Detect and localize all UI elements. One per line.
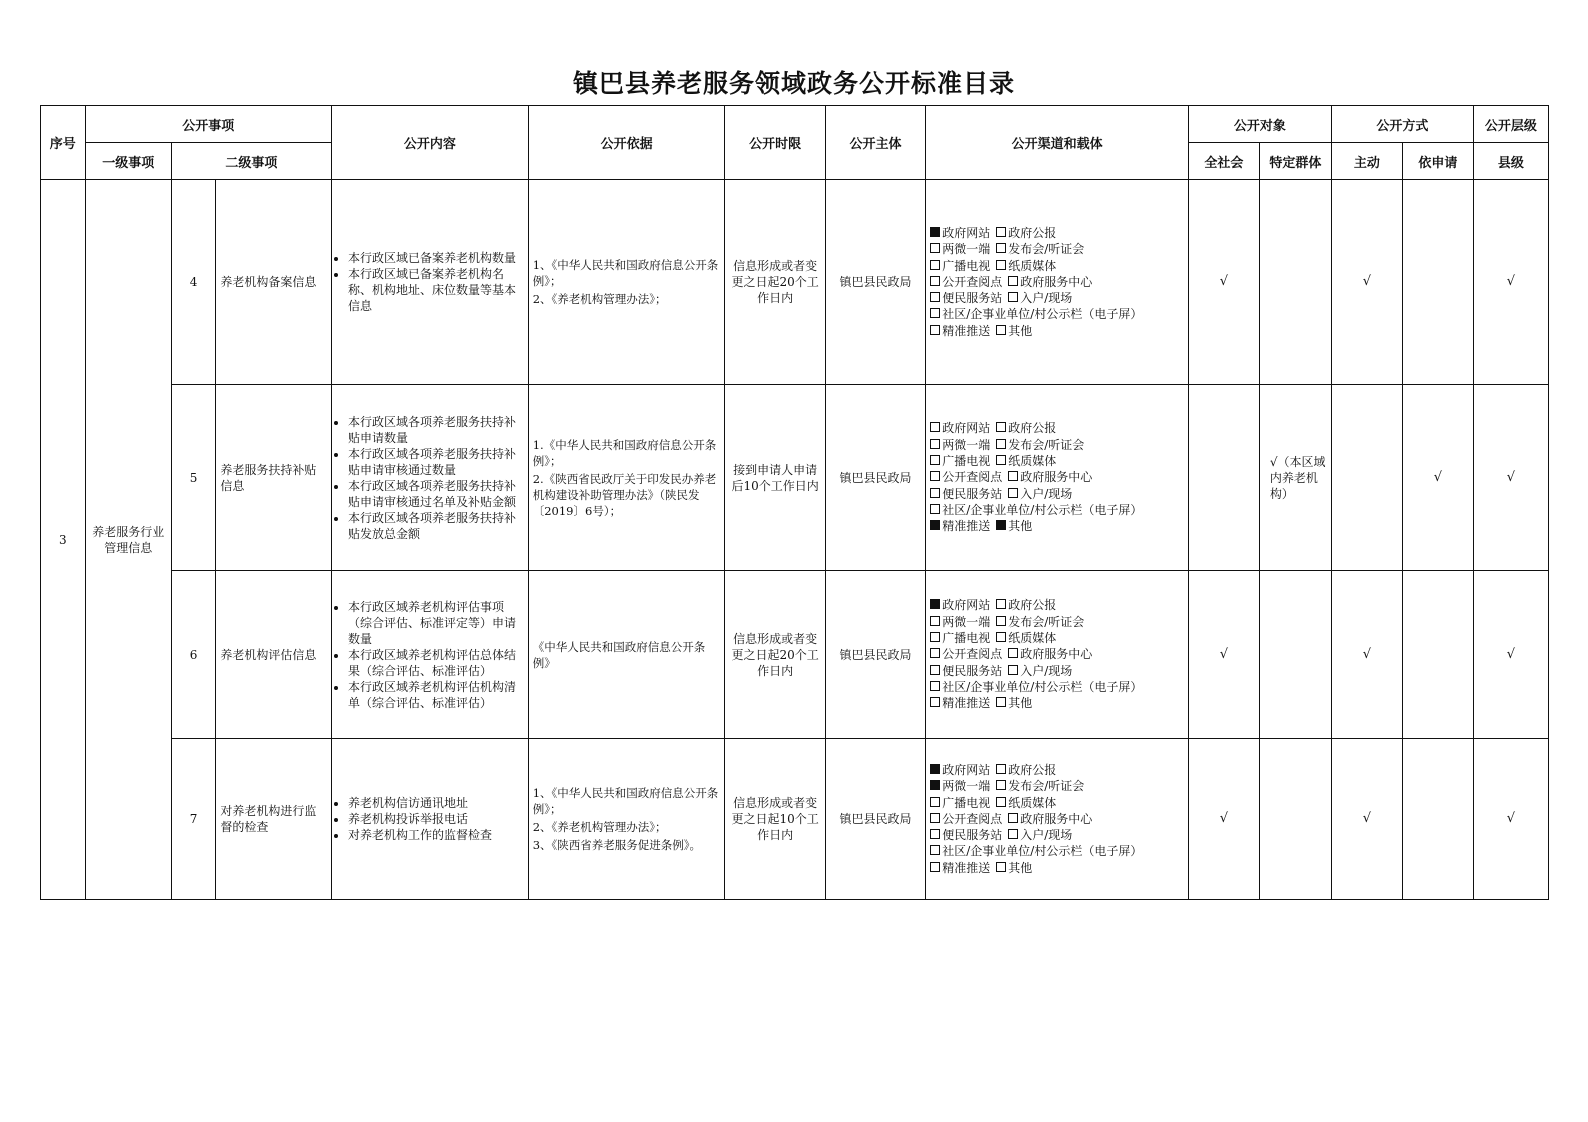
row-num: 4 <box>171 180 216 385</box>
unchecked-box-icon <box>996 260 1006 270</box>
unchecked-box-icon <box>930 504 940 514</box>
row-content <box>332 739 529 900</box>
unchecked-box-icon <box>930 292 940 302</box>
row-county: √ <box>1473 180 1548 385</box>
channel-label-convenience: 便民服务站 <box>942 291 1003 306</box>
basis-line: 2、《养老机构管理办法》； <box>532 292 667 306</box>
channel-label-service-center: 政府服务中心 <box>1020 811 1093 826</box>
row-channels <box>926 385 1189 571</box>
channel-line <box>930 695 1184 711</box>
unchecked-box-icon <box>996 227 1006 237</box>
channel-label-two-micro: 两微一端 <box>942 614 991 629</box>
unchecked-box-icon <box>930 829 940 839</box>
row-subject: 镇巴县民政局 <box>825 385 925 571</box>
unchecked-box-icon <box>1008 292 1018 302</box>
row-basis <box>528 385 725 571</box>
channel-line <box>930 290 1184 306</box>
channel-line <box>930 225 1184 241</box>
row-active: √ <box>1331 180 1402 385</box>
unchecked-box-icon <box>996 697 1006 707</box>
channel-line <box>930 258 1184 274</box>
channel-label-convenience: 便民服务站 <box>942 828 1003 843</box>
unchecked-box-icon <box>996 616 1006 626</box>
unchecked-box-icon <box>996 325 1006 335</box>
channel-label-two-micro: 两微一端 <box>942 779 991 794</box>
row-subject: 镇巴县民政局 <box>825 180 925 385</box>
row-society: √ <box>1188 739 1259 900</box>
unchecked-box-icon <box>930 471 940 481</box>
row-county: √ <box>1473 571 1548 739</box>
row-specific: √（本区域内养老机构） <box>1259 385 1331 571</box>
unchecked-box-icon <box>930 439 940 449</box>
row-time-limit: 信息形成或者变更之日起20个工作日内 <box>725 571 825 739</box>
row-content <box>332 180 529 385</box>
unchecked-box-icon <box>1008 665 1018 675</box>
content-bullet: • 本行政区域各项养老服务扶持补贴发放总金额 <box>348 510 524 542</box>
channel-label-push: 精准推送 <box>942 323 991 338</box>
channel-label-paper: 纸质媒体 <box>1008 258 1057 273</box>
channel-line <box>930 274 1184 290</box>
channel-label-gov-bulletin: 政府公报 <box>1008 762 1057 777</box>
header-matter: 公开事项 <box>85 106 331 143</box>
channel-label-community: 社区/企事业单位/村公示栏（电子屏） <box>942 679 1143 694</box>
checked-box-icon <box>996 520 1006 530</box>
checked-box-icon <box>930 599 940 609</box>
content-bullet: • 本行政区域养老机构评估事项（综合评估、标准评定等）申请数量 <box>348 599 524 647</box>
unchecked-box-icon <box>996 797 1006 807</box>
row-item: 养老机构备案信息 <box>216 180 332 385</box>
channel-label-other: 其他 <box>1008 696 1033 711</box>
row-time-limit: 信息形成或者变更之日起10个工作日内 <box>725 739 825 900</box>
channel-label-community: 社区/企事业单位/村公示栏（电子屏） <box>942 502 1143 517</box>
unchecked-box-icon <box>930 845 940 855</box>
unchecked-box-icon <box>1008 488 1018 498</box>
channel-label-radio-tv: 广播电视 <box>942 454 991 469</box>
channel-line <box>930 827 1184 843</box>
row-time-limit: 信息形成或者变更之日起20个工作日内 <box>725 180 825 385</box>
checked-box-icon <box>930 780 940 790</box>
unchecked-box-icon <box>930 325 940 335</box>
channel-line <box>930 778 1184 794</box>
channel-label-press: 发布会/听证会 <box>1008 614 1085 629</box>
unchecked-box-icon <box>996 243 1006 253</box>
row-content <box>332 571 529 739</box>
channel-line <box>930 614 1184 630</box>
content-bullet: • 对养老机构工作的监督检查 <box>348 827 524 843</box>
row-time-limit: 接到申请人申请后10个工作日内 <box>725 385 825 571</box>
basis-line: 1.《中华人民共和国政府信息公开条例》； <box>532 437 717 468</box>
channel-line <box>930 486 1184 502</box>
unchecked-box-icon <box>1008 829 1018 839</box>
header-level1: 一级事项 <box>85 143 171 180</box>
unchecked-box-icon <box>996 764 1006 774</box>
row-county: √ <box>1473 385 1548 571</box>
channel-line <box>930 502 1184 518</box>
unchecked-box-icon <box>930 862 940 872</box>
content-bullet: • 本行政区域养老机构评估总体结果（综合评估、标准评估） <box>348 647 524 679</box>
unchecked-box-icon <box>930 260 940 270</box>
channel-line <box>930 630 1184 646</box>
page-title: 镇巴县养老服务领域政务公开标准目录 <box>572 69 1015 98</box>
unchecked-box-icon <box>930 632 940 642</box>
channel-label-paper: 纸质媒体 <box>1008 631 1057 646</box>
channel-line <box>930 420 1184 436</box>
unchecked-box-icon <box>930 488 940 498</box>
header-target: 公开对象 <box>1188 106 1331 143</box>
group-seq: 3 <box>41 180 86 900</box>
catalog-table <box>40 105 1549 900</box>
row-basis <box>528 180 725 385</box>
channel-label-gov-bulletin: 政府公报 <box>1008 421 1057 436</box>
channel-label-service-center: 政府服务中心 <box>1020 274 1093 289</box>
channel-line <box>930 795 1184 811</box>
channel-label-gov-bulletin: 政府公报 <box>1008 225 1057 240</box>
row-item: 对养老机构进行监督的检查 <box>216 739 332 900</box>
unchecked-box-icon <box>930 697 940 707</box>
unchecked-box-icon <box>930 616 940 626</box>
channel-line <box>930 469 1184 485</box>
content-bullet: • 本行政区域养老机构评估机构清单（综合评估、标准评估） <box>348 679 524 711</box>
header-basis: 公开依据 <box>528 106 725 180</box>
row-num: 6 <box>171 571 216 739</box>
unchecked-box-icon <box>930 681 940 691</box>
channel-label-press: 发布会/听证会 <box>1008 779 1085 794</box>
channel-label-gov-site: 政府网站 <box>942 598 991 613</box>
content-bullet: • 本行政区域各项养老服务扶持补贴申请数量 <box>348 414 524 446</box>
basis-line: 2、《养老机构管理办法》； <box>532 820 667 834</box>
channel-line <box>930 453 1184 469</box>
row-society: √ <box>1188 180 1259 385</box>
channel-label-community: 社区/企事业单位/村公示栏（电子屏） <box>942 844 1143 859</box>
channel-label-gov-site: 政府网站 <box>942 762 991 777</box>
channel-label-push: 精准推送 <box>942 696 991 711</box>
channel-line <box>930 663 1184 679</box>
unchecked-box-icon <box>930 797 940 807</box>
channel-label-other: 其他 <box>1008 519 1033 534</box>
content-bullet: • 本行政区域各项养老服务扶持补贴申请审核通过名单及补贴金额 <box>348 478 524 510</box>
header-time-limit: 公开时限 <box>725 106 825 180</box>
basis-line: 3、《陕西省养老服务促进条例》。 <box>532 838 702 852</box>
row-item: 养老服务扶持补贴信息 <box>216 385 332 571</box>
header-content: 公开内容 <box>332 106 529 180</box>
channel-label-radio-tv: 广播电视 <box>942 795 991 810</box>
header-active: 主动 <box>1331 143 1402 180</box>
unchecked-box-icon <box>1008 813 1018 823</box>
channel-label-other: 其他 <box>1008 860 1033 875</box>
channel-label-reading: 公开查阅点 <box>942 470 1003 485</box>
content-bullet: • 本行政区域各项养老服务扶持补贴申请审核通过数量 <box>348 446 524 478</box>
channel-label-paper: 纸质媒体 <box>1008 795 1057 810</box>
channel-line <box>930 762 1184 778</box>
row-channels <box>926 180 1189 385</box>
channel-line <box>930 811 1184 827</box>
table-body <box>41 180 1549 900</box>
row-active: √ <box>1331 739 1402 900</box>
row-basis <box>528 571 725 739</box>
unchecked-box-icon <box>930 276 940 286</box>
checked-box-icon <box>930 764 940 774</box>
channel-label-household: 入户/现场 <box>1020 663 1073 678</box>
header-specific: 特定群体 <box>1259 143 1331 180</box>
row-basis <box>528 739 725 900</box>
row-content <box>332 385 529 571</box>
table-row <box>41 385 1549 571</box>
table-row <box>41 739 1549 900</box>
channel-line <box>930 646 1184 662</box>
channel-label-radio-tv: 广播电视 <box>942 258 991 273</box>
row-specific <box>1259 180 1331 385</box>
unchecked-box-icon <box>996 599 1006 609</box>
row-channels <box>926 739 1189 900</box>
row-active <box>1331 385 1402 571</box>
channel-line <box>930 679 1184 695</box>
row-society <box>1188 385 1259 571</box>
channel-line <box>930 518 1184 534</box>
unchecked-box-icon <box>996 780 1006 790</box>
channel-line <box>930 860 1184 876</box>
header-society: 全社会 <box>1188 143 1259 180</box>
unchecked-box-icon <box>996 632 1006 642</box>
channel-line <box>930 843 1184 859</box>
content-bullet: • 养老机构信访通讯地址 <box>348 795 524 811</box>
channel-line <box>930 241 1184 257</box>
header-county: 县级 <box>1473 143 1548 180</box>
table-row <box>41 571 1549 739</box>
channel-label-convenience: 便民服务站 <box>942 663 1003 678</box>
channel-label-two-micro: 两微一端 <box>942 437 991 452</box>
content-bullet: • 本行政区域已备案养老机构数量 <box>348 250 524 266</box>
channel-line <box>930 597 1184 613</box>
row-active: √ <box>1331 571 1402 739</box>
checked-box-icon <box>930 520 940 530</box>
unchecked-box-icon <box>930 455 940 465</box>
basis-line: 《中华人民共和国政府信息公开条例》 <box>532 639 706 670</box>
row-subject: 镇巴县民政局 <box>825 739 925 900</box>
header-subject: 公开主体 <box>825 106 925 180</box>
table-row <box>41 180 1549 385</box>
unchecked-box-icon <box>996 455 1006 465</box>
channel-label-reading: 公开查阅点 <box>942 811 1003 826</box>
row-apply <box>1402 739 1473 900</box>
unchecked-box-icon <box>1008 648 1018 658</box>
channel-label-gov-bulletin: 政府公报 <box>1008 598 1057 613</box>
row-num: 5 <box>171 385 216 571</box>
channel-label-gov-site: 政府网站 <box>942 421 991 436</box>
row-society: √ <box>1188 571 1259 739</box>
header-channel: 公开渠道和载体 <box>926 106 1189 180</box>
unchecked-box-icon <box>930 422 940 432</box>
unchecked-box-icon <box>996 439 1006 449</box>
header-level2: 二级事项 <box>171 143 331 180</box>
row-specific <box>1259 739 1331 900</box>
channel-line <box>930 306 1184 322</box>
content-bullet: • 本行政区域已备案养老机构名称、机构地址、床位数量等基本信息 <box>348 266 524 314</box>
channel-label-two-micro: 两微一端 <box>942 242 991 257</box>
basis-line: 1、《中华人民共和国政府信息公开条例》； <box>532 786 719 816</box>
unchecked-box-icon <box>930 648 940 658</box>
header-level: 公开层级 <box>1473 106 1548 143</box>
channel-label-convenience: 便民服务站 <box>942 486 1003 501</box>
channel-label-push: 精准推送 <box>942 860 991 875</box>
group-level1: 养老服务行业管理信息 <box>85 180 171 900</box>
row-subject: 镇巴县民政局 <box>825 571 925 739</box>
row-num: 7 <box>171 739 216 900</box>
unchecked-box-icon <box>930 665 940 675</box>
row-apply <box>1402 180 1473 385</box>
unchecked-box-icon <box>996 422 1006 432</box>
unchecked-box-icon <box>930 813 940 823</box>
unchecked-box-icon <box>996 862 1006 872</box>
channel-label-reading: 公开查阅点 <box>942 274 1003 289</box>
channel-line <box>930 437 1184 453</box>
header-apply: 依申请 <box>1402 143 1473 180</box>
row-specific <box>1259 571 1331 739</box>
header-seq: 序号 <box>41 106 86 180</box>
channel-label-household: 入户/现场 <box>1020 486 1073 501</box>
row-county: √ <box>1473 739 1548 900</box>
channel-line <box>930 323 1184 339</box>
channel-label-reading: 公开查阅点 <box>942 647 1003 662</box>
checked-box-icon <box>930 227 940 237</box>
channel-label-radio-tv: 广播电视 <box>942 631 991 646</box>
content-bullet: • 养老机构投诉举报电话 <box>348 811 524 827</box>
channel-label-household: 入户/现场 <box>1020 291 1073 306</box>
unchecked-box-icon <box>1008 276 1018 286</box>
row-apply <box>1402 571 1473 739</box>
basis-line: 2.《陕西省民政厅关于印发民办养老机构建设补助管理办法》（陕民发〔2019〕6号）； <box>532 471 717 518</box>
unchecked-box-icon <box>930 308 940 318</box>
channel-label-press: 发布会/听证会 <box>1008 437 1085 452</box>
unchecked-box-icon <box>1008 471 1018 481</box>
channel-label-gov-site: 政府网站 <box>942 225 991 240</box>
basis-line: 1、《中华人民共和国政府信息公开条例》； <box>532 258 719 288</box>
row-apply: √ <box>1402 385 1473 571</box>
header-method: 公开方式 <box>1331 106 1473 143</box>
channel-label-push: 精准推送 <box>942 519 991 534</box>
channel-label-service-center: 政府服务中心 <box>1020 647 1093 662</box>
row-item: 养老机构评估信息 <box>216 571 332 739</box>
channel-label-service-center: 政府服务中心 <box>1020 470 1093 485</box>
unchecked-box-icon <box>930 243 940 253</box>
channel-label-other: 其他 <box>1008 323 1033 338</box>
channel-label-community: 社区/企事业单位/村公示栏（电子屏） <box>942 307 1143 322</box>
row-channels <box>926 571 1189 739</box>
channel-label-press: 发布会/听证会 <box>1008 242 1085 257</box>
channel-label-paper: 纸质媒体 <box>1008 454 1057 469</box>
channel-label-household: 入户/现场 <box>1020 828 1073 843</box>
